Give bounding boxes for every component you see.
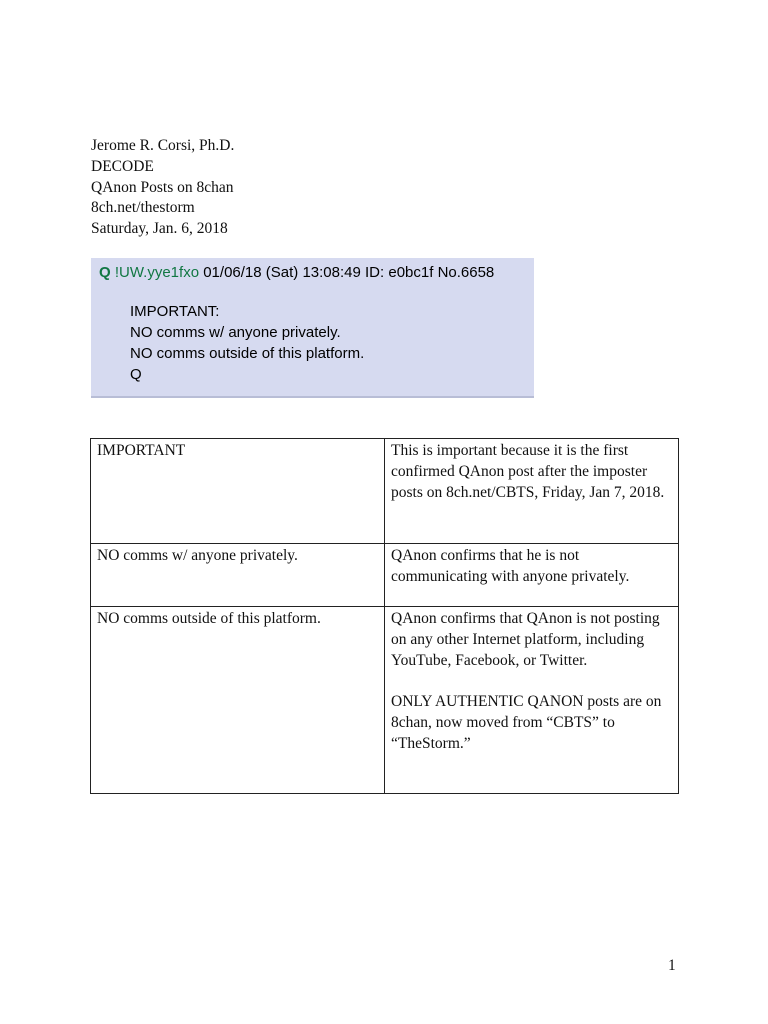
table-row bbox=[91, 544, 679, 607]
post-timestamp: 01/06/18 (Sat) 13:08:49 bbox=[203, 264, 361, 281]
post-number: No.6658 bbox=[437, 264, 495, 281]
post-line: NO comms w/ anyone privately. bbox=[130, 324, 341, 341]
table-cell-explanation bbox=[385, 607, 679, 794]
explanation-paragraph: QAnon confirms that he is not communicating with anyone privately. bbox=[391, 547, 630, 585]
table-cell-quote: IMPORTANT bbox=[91, 439, 385, 544]
explanation-paragraph: This is important because it is the first confirmed QAnon post after the imposter posts on 8ch.net/CBTS, Friday, Jan 7, 2018. bbox=[391, 442, 665, 501]
table-cell-quote: NO comms outside of this platform. bbox=[91, 607, 385, 794]
post-tripcode: !UW.yye1fxo bbox=[114, 264, 200, 281]
table-row bbox=[91, 607, 679, 794]
table-cell-explanation bbox=[385, 439, 679, 544]
explanation-paragraph: ONLY AUTHENTIC QANON posts are on 8chan, now moved from “CBTS” to “TheStorm.” bbox=[391, 693, 662, 752]
post-header bbox=[99, 264, 494, 281]
document-subtitle: QAnon Posts on 8chan bbox=[91, 178, 234, 196]
date-line: Saturday, Jan. 6, 2018 bbox=[91, 220, 228, 238]
post-id: ID: e0bc1f bbox=[365, 264, 434, 281]
post-author-name: Q bbox=[99, 264, 111, 281]
table-cell-explanation bbox=[385, 544, 679, 607]
table-row bbox=[91, 439, 679, 544]
table-cell-quote: NO comms w/ anyone privately. bbox=[91, 544, 385, 607]
paragraph-spacer bbox=[391, 671, 672, 692]
post-body bbox=[130, 301, 364, 385]
explanation-paragraph: QAnon confirms that QAnon is not posting on any other Internet platform, including YouTube, Facebook, or Twitter. bbox=[391, 610, 660, 669]
document-title: DECODE bbox=[91, 157, 154, 175]
page-number: 1 bbox=[668, 957, 676, 974]
post-line: Q bbox=[130, 366, 142, 383]
source-line: 8ch.net/thestorm bbox=[91, 199, 195, 217]
document-header bbox=[91, 136, 234, 240]
post-line: NO comms outside of this platform. bbox=[130, 345, 365, 362]
decode-table bbox=[90, 438, 679, 794]
post-screenshot bbox=[91, 258, 534, 398]
post-line: IMPORTANT: bbox=[130, 303, 220, 320]
author-line: Jerome R. Corsi, Ph.D. bbox=[91, 137, 235, 154]
